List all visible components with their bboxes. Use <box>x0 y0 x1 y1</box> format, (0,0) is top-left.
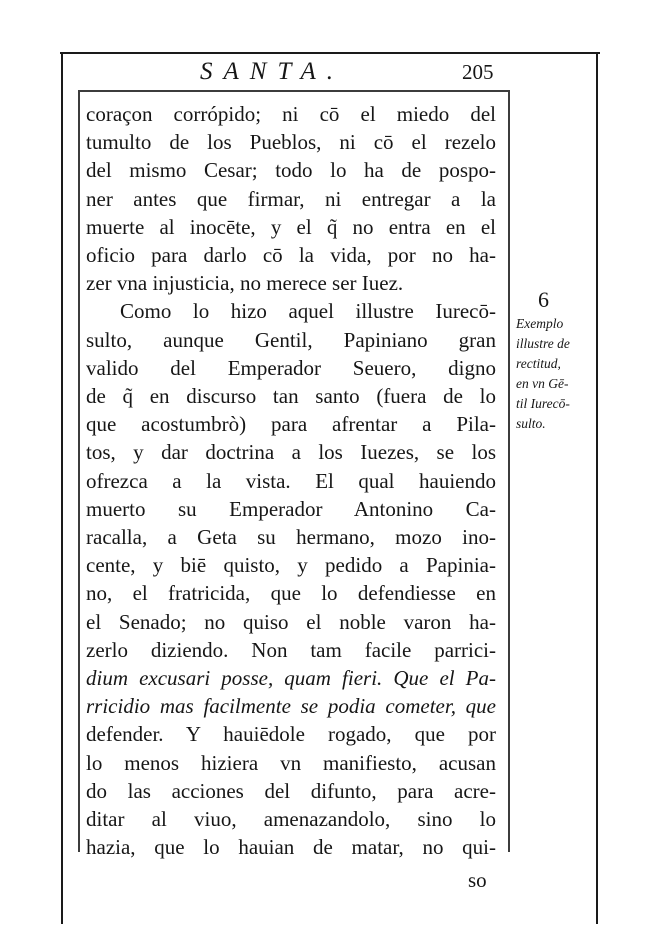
text-line: muerte al inocēte, y el q̃ no entra en el <box>86 214 496 239</box>
text-line: tos, y dar doctrina a los Iuezes, se los <box>86 440 496 465</box>
text-line: no, el fratricida, que lo defendiesse en <box>86 581 496 606</box>
margin-note-line: illustre de <box>516 336 570 351</box>
text-block-right-rule <box>508 92 510 852</box>
text-line: ner antes que firmar, ni entregar a la <box>86 186 496 211</box>
margin-note-line: Exemplo <box>516 316 564 331</box>
margin-note <box>516 287 598 434</box>
running-head: SANTA. <box>200 58 345 85</box>
frame-right-rule <box>596 52 598 924</box>
page-number: 205 <box>462 60 494 84</box>
translation-line: rricidio mas facilmente se podia cometer, que <box>86 694 496 719</box>
text-line: muerto su Emperador Antonino Ca- <box>86 496 496 521</box>
text-line: que acostumbrò) para afrentar a Pila- <box>86 412 496 437</box>
text-line: oficio para darlo cō la vida, por no ha- <box>86 243 496 268</box>
margin-note-line: en vn Gē- <box>516 376 569 391</box>
text-line: defender. Y hauiēdole rogado, que por <box>86 722 496 747</box>
latin-quote-line: dium excusari posse, quam fieri. Que el Pa- <box>86 666 496 691</box>
text-line: ofrezca a la vista. El qual hauiendo <box>86 468 496 493</box>
margin-note-line: sulto. <box>516 416 546 431</box>
frame-left-rule <box>61 52 63 924</box>
margin-note-line: til Iurecō- <box>516 396 570 411</box>
text-line: do las acciones del difunto, para acre- <box>86 778 496 803</box>
margin-note-number: 6 <box>538 287 549 312</box>
body-text <box>86 100 496 861</box>
text-line: hazia, que lo hauian de matar, no qui- <box>86 835 496 860</box>
text-line: valido del Emperador Seuero, digno <box>86 355 496 380</box>
text-line: lo menos hiziera vn manifiesto, acusan <box>86 750 496 775</box>
frame-top-rule <box>60 52 600 54</box>
text-line: de q̃ en discurso tan santo (fuera de lo <box>86 384 496 409</box>
text-block-left-rule <box>78 92 80 852</box>
text-line: zerlo diziendo. Non tam facile parrici- <box>86 637 496 662</box>
text-line: sulto, aunque Gentil, Papiniano gran <box>86 327 496 352</box>
text-line: tumulto de los Pueblos, ni cō el rezelo <box>86 130 496 155</box>
text-line: del mismo Cesar; todo lo ha de pospo- <box>86 158 496 183</box>
text-line: cente, y biē quisto, y pedido a Papinia- <box>86 553 496 578</box>
text-line: el Senado; no quiso el noble varon ha- <box>86 609 496 634</box>
catchword: so <box>468 868 487 892</box>
text-line: zer vna injusticia, no merece ser Iuez. <box>86 271 404 296</box>
margin-note-line: rectitud, <box>516 356 561 371</box>
text-line: ditar al viuo, amenazandolo, sino lo <box>86 807 496 832</box>
text-line: racalla, a Geta su hermano, mozo ino- <box>86 525 496 550</box>
paragraph-start-line: Como lo hizo aquel illustre Iurecō- <box>120 299 496 324</box>
text-block-top-rule <box>78 90 510 92</box>
text-line: coraçon corrópido; ni cō el miedo del <box>86 102 496 126</box>
